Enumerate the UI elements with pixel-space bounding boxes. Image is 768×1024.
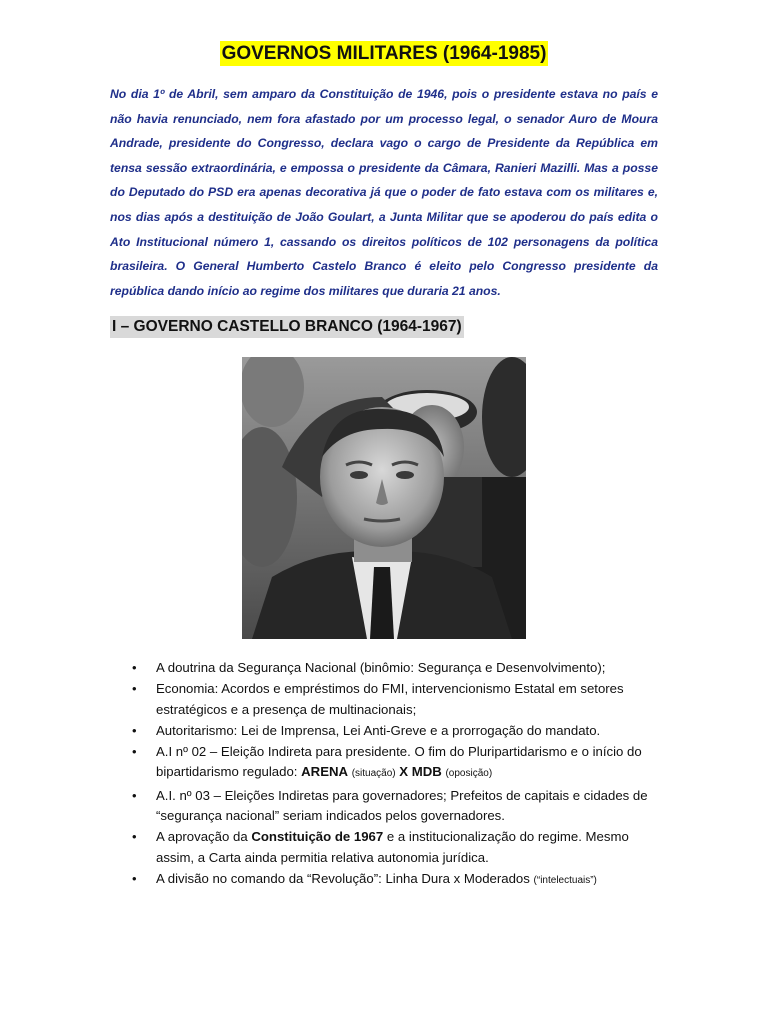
document-title: GOVERNOS MILITARES (1964-1985) [221,43,547,64]
list-item [128,658,668,679]
party-mdb: X MDB [399,764,442,780]
section-heading-castello-branco: I – GOVERNO CASTELLO BRANCO (1964-1967) [110,316,464,338]
list-item [128,742,668,785]
party-arena: ARENA [301,764,349,780]
list-item-text: A divisão no comando da “Revolução”: Linha Dura x Moderados [156,870,534,886]
bullet-dot: • [132,722,137,738]
list-item-text: A.I. nº 03 – Eleições Indiretas para governadores; Prefeitos de capitais e cidades de “segurança nacional” seriam indicados pelos governadores. [156,787,648,824]
intro-paragraph: No dia 1º de Abril, sem amparo da Constituição de 1946, pois o presidente estava no país e não havia renunciado, nem fora afastado por um processo legal, o senador Auro de Moura Andrade, presidente do Congresso, declara vago o cargo de Presidente da República em tensa sessão extraordinária, e empossa o presidente da Câmara, Ranieri Mazilli. Mas a posse do Deputado do PSD era apenas decorativa já que o poder de fato estava com os militares e, nos dias após a destituição de João Goulart, a Junta Militar que se apoderou do país edita o Ato Institucional número 1, cassando os direitos políticos de 102 personagens da política brasileira. O General Humberto Castelo Branco é eleito pelo Congresso presidente da república dando início ao regime dos militares que duraria 21 anos. [110,87,658,298]
bullet-dot: • [132,743,137,759]
title-container [0,41,768,66]
intellectuals-note: (“intelectuais”) [533,874,597,886]
bullet-dot: • [132,870,137,886]
list-item-text: A doutrina da Segurança Nacional (binômio: Segurança e Desenvolvimento); [156,660,606,675]
bullet-dot: • [132,829,137,845]
list-item-text: Economia: Acordos e empréstimos do FMI, intervencionismo Estatal em setores estratégicos e a presença de multinacionais; [156,681,624,717]
list-item [128,869,668,892]
portrait-photo-graphic [242,357,526,639]
list-item [128,721,668,742]
bullet-dot: • [132,787,137,803]
list-item-text-pre: A aprovação da [156,829,252,845]
constitution-1967: Constituição de 1967 [251,829,384,845]
list-item-text: A.I nº 02 – Eleição Indireta para presidente. O fim do Pluripartidarismo e o início do bipartidarismo regulado: [156,743,642,780]
list-item-text-post: e a institucionalização do regime. Mesmo assim, a Carta ainda permitia relativa autonomia jurídica. [156,829,629,865]
list-item [128,786,668,827]
list-item [128,827,668,868]
bullet-dot: • [132,660,137,675]
bullet-list [128,658,668,892]
portrait-photo [242,357,526,639]
party-arena-note: (situação) [351,768,396,780]
list-item-text: Autoritarismo: Lei de Imprensa, Lei Anti-Greve e a prorrogação do mandato. [156,722,601,738]
bullet-dot: • [132,681,137,697]
party-mdb-note: (oposição) [445,768,493,780]
list-item [128,679,668,720]
